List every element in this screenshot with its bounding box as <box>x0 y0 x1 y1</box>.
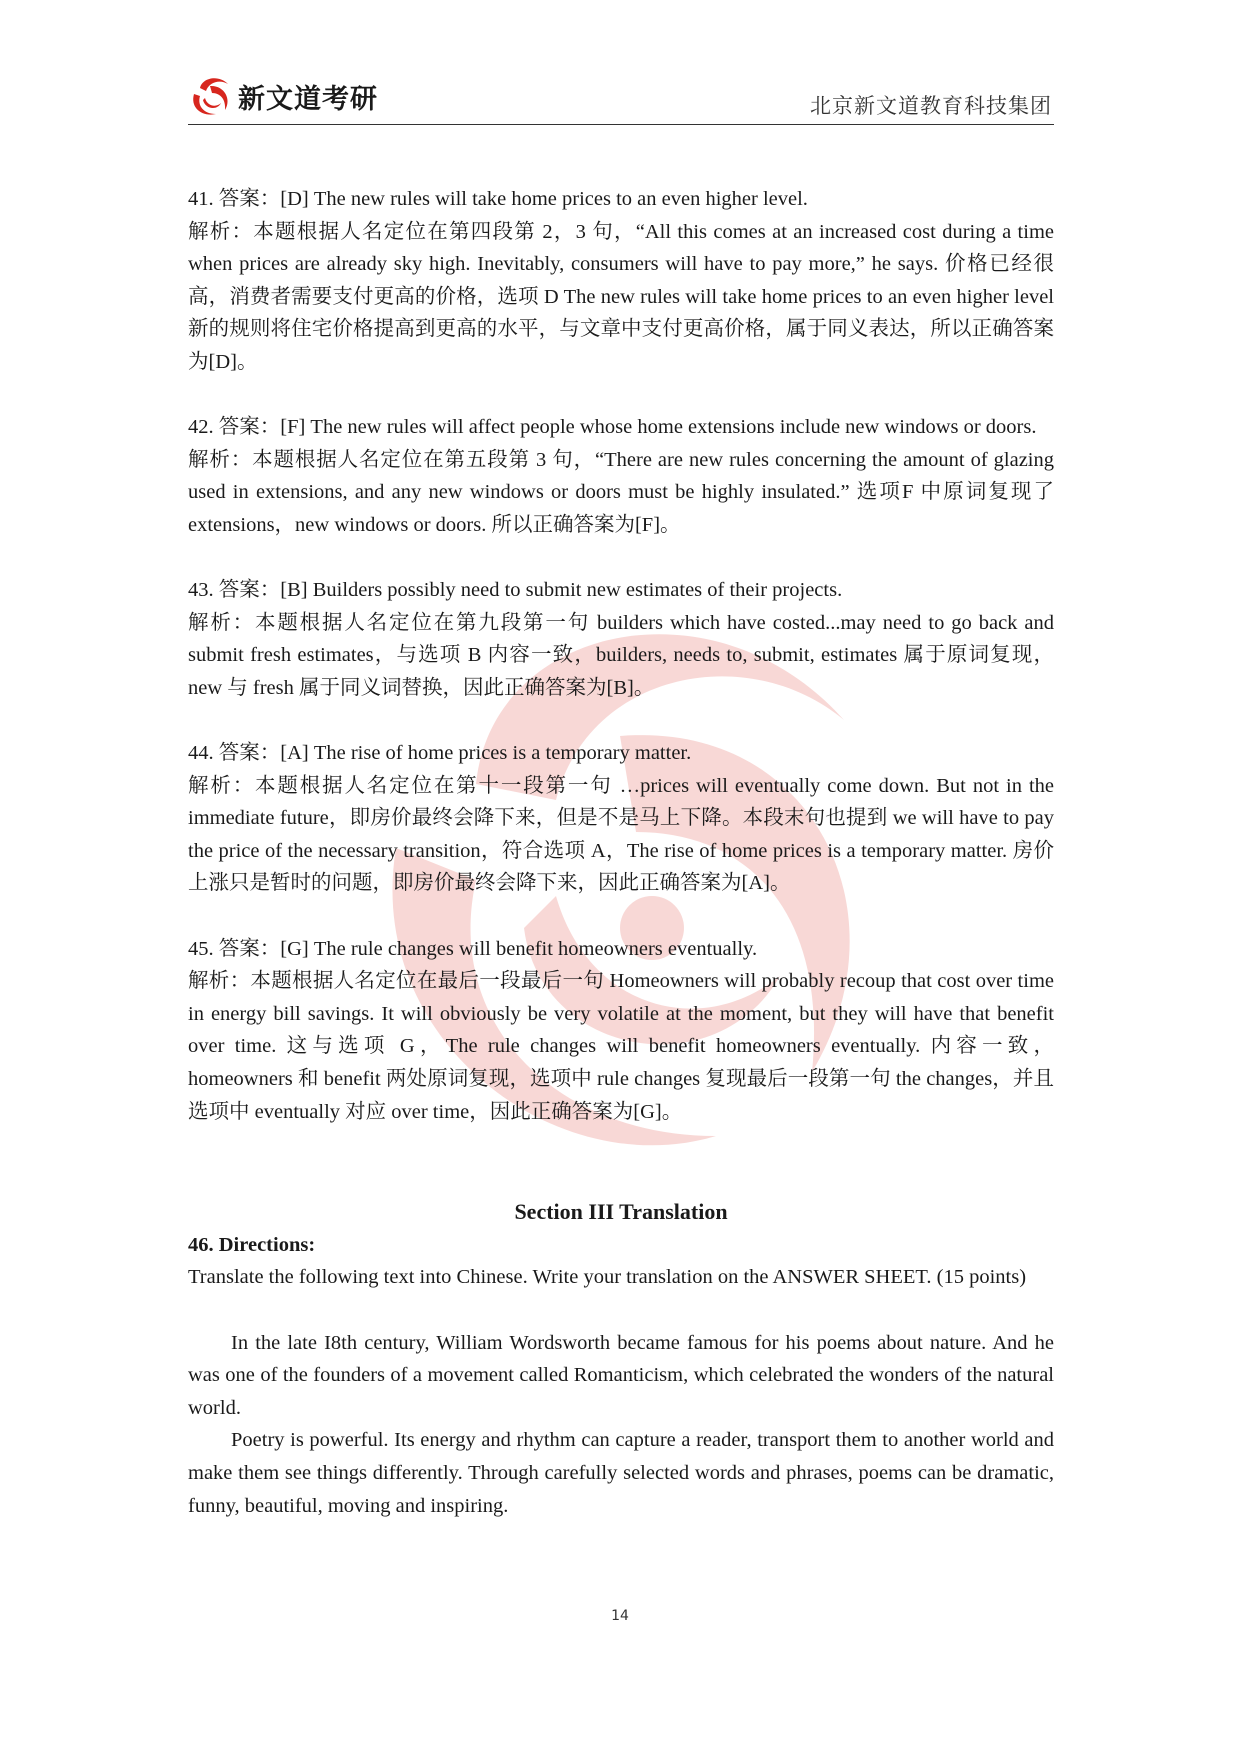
page-header <box>188 72 1054 125</box>
brand-name: 新文道考研 <box>238 83 378 115</box>
answer-line: 45. 答案：[G] The rule changes will benefit homeowners eventually. <box>188 937 758 960</box>
brand-logo <box>188 74 378 118</box>
answer-line: 41. 答案：[D] The new rules will take home prices to an even higher level. <box>188 188 808 210</box>
answer-line: 43. 答案：[B] Builders possibly need to submit new estimates of their projects. <box>188 579 843 602</box>
directions-label: 46. Directions: <box>188 1233 316 1256</box>
analysis-text: 解析：本题根据人名定位在第四段第 2，3 句，“All this comes at an increased cost during a time when prices are already sky high. Inevitably, consumers will have to pay more,” he says. 价格已经很高，消费者需要支付更高的价格，选项 D The new rules will take home prices to an even higher level 新的规则将住宅价格提高到更高的水平，与文章中支付更高价格，属于同义表达，所以正确答案为[D]。 <box>188 220 1054 373</box>
answer-block-43 <box>188 574 1054 704</box>
organization-name: 北京新文道教育科技集团 <box>810 94 1052 118</box>
analysis-text: 解析：本题根据人名定位在最后一段最后一句 Homeowners will probably recoup that cost over time in energy bill savings. It will obviously be very volatile at the moment, but they will have that benefit over time. 这与选项 G，The rule changes will benefit homeowners eventually. 内容一致，homeowners 和 benefit 两处原词复现，选项中 rule changes 复现最后一段第一句 the changes，并且选项中 eventually 对应 over time，因此正确答案为[G]。 <box>188 970 1054 1123</box>
answer-block-42 <box>188 411 1054 541</box>
answer-block-45 <box>188 933 1054 1129</box>
passage-paragraph: Poetry is powerful. Its energy and rhythm can capture a reader, transport them to another world and make them see things differently. Through carefully selected words and phrases, poems can be dramatic, funny, beautiful, moving and inspiring. <box>188 1429 1054 1517</box>
answer-block-41 <box>188 183 1054 379</box>
passage-paragraph: In the late I8th century, William Wordsworth became famous for his poems about nature. And he was one of the founders of a movement called Romanticism, which celebrated the wonders of the natural world. <box>188 1331 1054 1419</box>
translation-instructions: Translate the following text into Chinese. Write your translation on the ANSWER SHEET. (15 points) <box>188 1266 1027 1289</box>
page-number: 14 <box>611 1608 629 1624</box>
answer-line: 42. 答案：[F] The new rules will affect people whose home extensions include new windows or doors. <box>188 416 1037 439</box>
answer-block-44 <box>188 737 1054 900</box>
answer-line: 44. 答案：[A] The rise of home prices is a temporary matter. <box>188 742 692 765</box>
analysis-text: 解析：本题根据人名定位在第五段第 3 句，“There are new rules concerning the amount of glazing used in extensions, and any new windows or doors must be highly insulated.” 选项F 中原词复现了 extensions，new windows or doors. 所以正确答案为[F]。 <box>188 448 1054 536</box>
analysis-text: 解析：本题根据人名定位在第九段第一句 builders which have costed...may need to go back and submit fresh estimates，与选项 B 内容一致，builders, needs to, submit, estimates 属于原词复现，new 与 fresh 属于同义词替换，因此正确答案为[B]。 <box>188 611 1054 699</box>
phoenix-logo-icon <box>188 74 234 118</box>
translation-passage <box>188 1327 1054 1523</box>
section-title: Section III Translation <box>514 1199 728 1225</box>
analysis-text: 解析：本题根据人名定位在第十一段第一句 …prices will eventually come down. But not in the immediate future，即房价最终会降下来，但是不是马上下降。本段末句也提到 we will have to pay the price of the necessary transition，符合选项 A，The rise of home prices is a temporary matter. 房价上涨只是暂时的问题，即房价最终会降下来，因此正确答案为[A]。 <box>188 774 1054 895</box>
page-content <box>188 183 1054 1522</box>
